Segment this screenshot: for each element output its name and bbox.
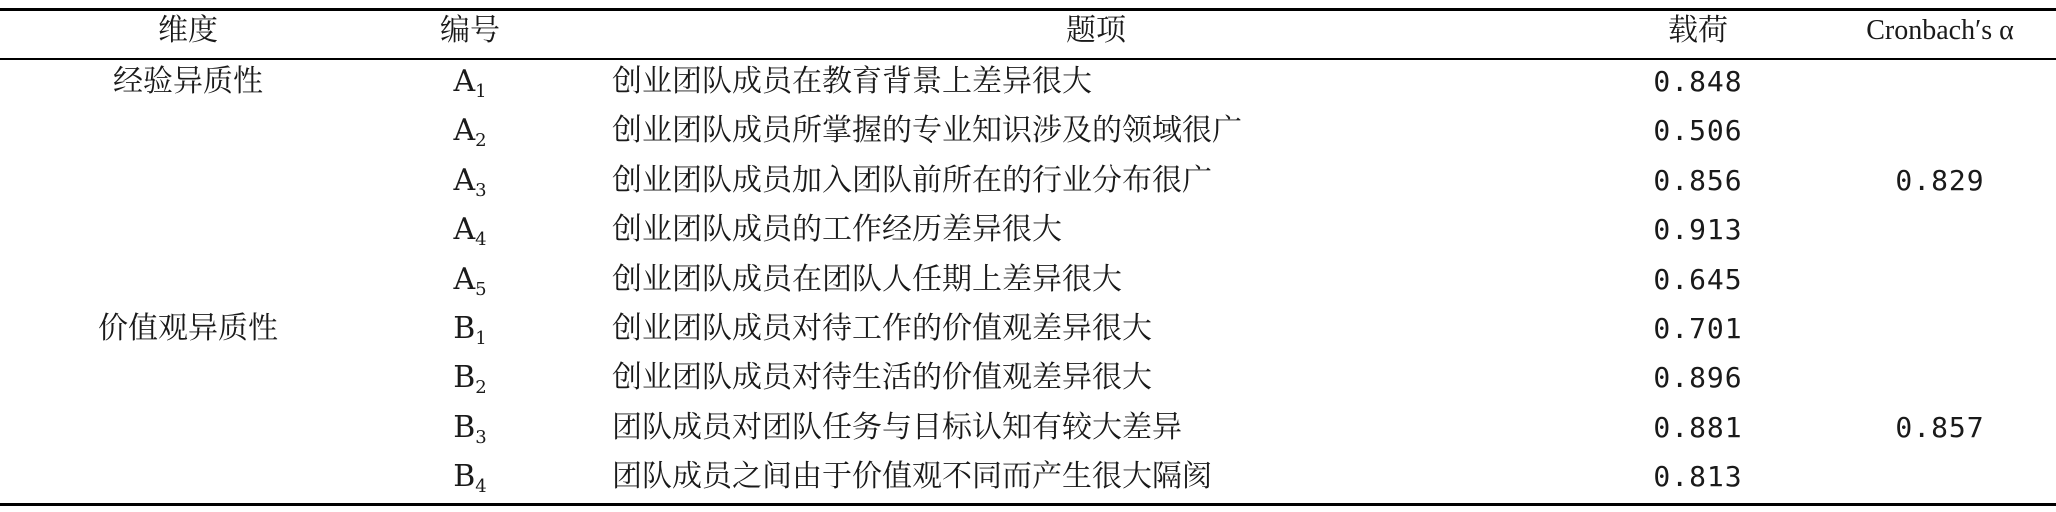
- item-code: $A_2$: [453, 113, 487, 152]
- item-code: $A_4$: [453, 212, 487, 251]
- item-code: $A_3$: [453, 162, 487, 201]
- loading-value: 0.856: [1653, 163, 1743, 197]
- header-loading: 载荷: [1668, 13, 1728, 48]
- item-code-subscript: 1: [475, 81, 487, 102]
- item-code-subscript: 3: [475, 179, 487, 201]
- loading-value: 0.813: [1653, 460, 1743, 494]
- item-text: 创业团队成员在教育背景上差异很大: [612, 64, 1092, 99]
- table-bottom-rule: [0, 503, 2056, 506]
- item-code-subscript: 4: [475, 476, 487, 498]
- item-text: 创业团队成员加入团队前所在的行业分布很广: [612, 162, 1212, 198]
- dimension-label: 经验异质性: [113, 64, 263, 99]
- item-code-subscript: 3: [475, 426, 487, 448]
- header-cronbach-alpha: Cronbach′s α: [1866, 15, 2014, 46]
- item-code-subscript: 4: [475, 229, 487, 251]
- item-code: $B_3$: [453, 409, 487, 448]
- item-text: 创业团队成员的工作经历差异很大: [612, 212, 1062, 248]
- item-code: $B_4$: [453, 459, 487, 498]
- item-code-subscript: 2: [475, 377, 487, 399]
- loading-value: 0.506: [1653, 114, 1743, 148]
- item-text: 创业团队成员对待生活的价值观差异很大: [612, 360, 1152, 396]
- item-code-subscript: 5: [475, 278, 487, 300]
- item-text: 创业团队成员对待工作的价值观差异很大: [612, 311, 1152, 346]
- item-code-subscript: 1: [475, 328, 487, 349]
- item-code: $B_2$: [453, 360, 487, 399]
- item-code: $A_5$: [453, 261, 487, 300]
- item-text: 团队成员对团队任务与目标认知有较大差异: [612, 409, 1182, 445]
- item-code: $B_1$: [453, 311, 487, 349]
- cronbach-alpha-value: 0.857: [1895, 410, 1985, 444]
- item-text: 创业团队成员在团队人任期上差异很大: [612, 261, 1122, 297]
- loading-value: 0.896: [1653, 361, 1743, 395]
- item-code-subscript: 2: [475, 130, 487, 152]
- header-item: 题项: [1066, 13, 1126, 48]
- item-text: 创业团队成员所掌握的专业知识涉及的领域很广: [612, 113, 1242, 149]
- loading-value: 0.645: [1653, 262, 1743, 296]
- dimension-label: 价值观异质性: [98, 311, 278, 346]
- item-text: 团队成员之间由于价值观不同而产生很大隔阂: [612, 459, 1212, 495]
- table-top-rule: [0, 8, 2056, 11]
- cronbach-alpha-value: 0.829: [1895, 163, 1985, 197]
- header-code: 编号: [440, 13, 500, 48]
- loading-value: 0.913: [1653, 213, 1743, 247]
- loading-value: 0.701: [1653, 312, 1743, 345]
- header-dimension: 维度: [158, 13, 218, 48]
- loading-value: 0.848: [1653, 65, 1743, 98]
- item-code: $A_1$: [453, 64, 487, 102]
- loading-value: 0.881: [1653, 410, 1743, 444]
- table-header-rule: [0, 58, 2056, 60]
